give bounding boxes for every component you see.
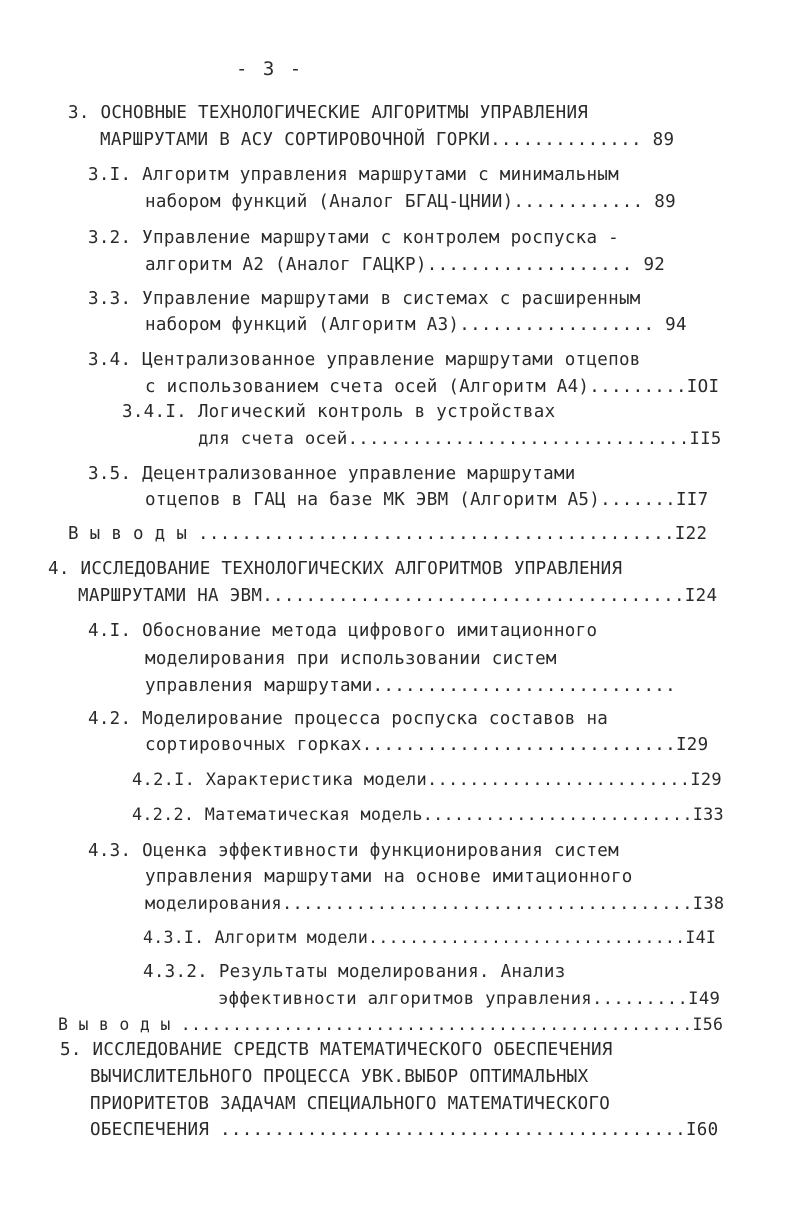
- toc-line: набором функций (Алгоритм А3).................. 94: [145, 315, 687, 335]
- toc-line: 3.2. Управление маршрутами с контролем роспуска -: [88, 228, 619, 248]
- toc-line: 4. ИССЛЕДОВАНИЕ ТЕХНОЛОГИЧЕСКИХ АЛГОРИТМОВ УПРАВЛЕНИЯ: [48, 559, 623, 579]
- toc-line: управления маршрутами на основе имитационного: [145, 867, 633, 887]
- toc-line: 4.3.2. Результаты моделирования. Анализ: [143, 962, 566, 982]
- toc-line: 3. ОСНОВНЫЕ ТЕХНОЛОГИЧЕСКИЕ АЛГОРИТМЫ УПРАВЛЕНИЯ: [68, 103, 589, 123]
- toc-line: моделирования при использовании систем: [145, 649, 557, 669]
- toc-line: 3.5. Децентрализованное управление маршрутами: [88, 464, 576, 484]
- toc-line: 4.I. Обоснование метода цифрового имитационного: [88, 621, 598, 641]
- page-number: - 3 -: [236, 58, 304, 80]
- toc-line: управления маршрутами............................: [145, 676, 676, 696]
- toc-line: 4.2.2. Математическая модель..........................I33: [132, 804, 724, 824]
- toc-line: эффективности алгоритмов управления.........I49: [218, 989, 721, 1009]
- toc-line: ВЫЧИСЛИТЕЛЬНОГО ПРОЦЕССА УВК.ВЫБОР ОПТИМАЛЬНЫХ: [90, 1067, 589, 1087]
- toc-line: с использованием счета осей (Алгоритм А4).........IOI: [145, 377, 720, 397]
- toc-line: для счета осей................................II5: [198, 429, 722, 449]
- toc-line: 3.4. Централизованное управление маршрутами отцепов: [88, 350, 641, 370]
- toc-line: сортировочных горках.............................I29: [145, 735, 709, 755]
- toc-line: 4.2.I. Характеристика модели.........................I29: [132, 770, 722, 790]
- toc-line: моделирования.......................................I38: [145, 894, 725, 914]
- toc-line: ОБЕСПЕЧЕНИЯ ...........................................I60: [90, 1120, 719, 1140]
- toc-line: 3.3. Управление маршрутами в системах с расширенным: [88, 289, 641, 309]
- toc-line: отцепов в ГАЦ на базе МК ЭВМ (Алгоритм А5).......II7: [145, 490, 709, 510]
- toc-line: 5. ИССЛЕДОВАНИЕ СРЕДСТВ МАТЕМАТИЧЕСКОГО ОБЕСПЕЧЕНИЯ: [60, 1040, 613, 1060]
- toc-line: 3.4.I. Логический контроль в устройствах: [122, 402, 556, 422]
- toc-line: 4.3. Оценка эффективности функционирования систем: [88, 841, 619, 861]
- toc-line: МАРШРУТАМИ В АСУ СОРТИРОВОЧНОЙ ГОРКИ.............. 89: [100, 130, 675, 150]
- toc-line: набором функций (Аналог БГАЦ-ЦНИИ)............ 89: [145, 192, 676, 212]
- toc-line: 3.I. Алгоритм управления маршрутами с минимальным: [88, 165, 619, 185]
- toc-line: алгоритм А2 (Аналог ГАЦКР)................... 92: [145, 255, 666, 275]
- toc-line: В ы в о д ы ............................................I22: [68, 524, 708, 544]
- toc-line: В ы в о д ы ..................................................I56: [58, 1015, 724, 1034]
- toc-line: 4.3.I. Алгоритм модели...............................I4I: [143, 928, 717, 947]
- toc-line: 4.2. Моделирование процесса роспуска составов на: [88, 709, 609, 729]
- toc-line: МАРШРУТАМИ НА ЭВМ.......................................I24: [78, 586, 718, 606]
- toc-line: ПРИОРИТЕТОВ ЗАДАЧАМ СПЕЦИАЛЬНОГО МАТЕМАТИЧЕСКОГО: [90, 1094, 611, 1114]
